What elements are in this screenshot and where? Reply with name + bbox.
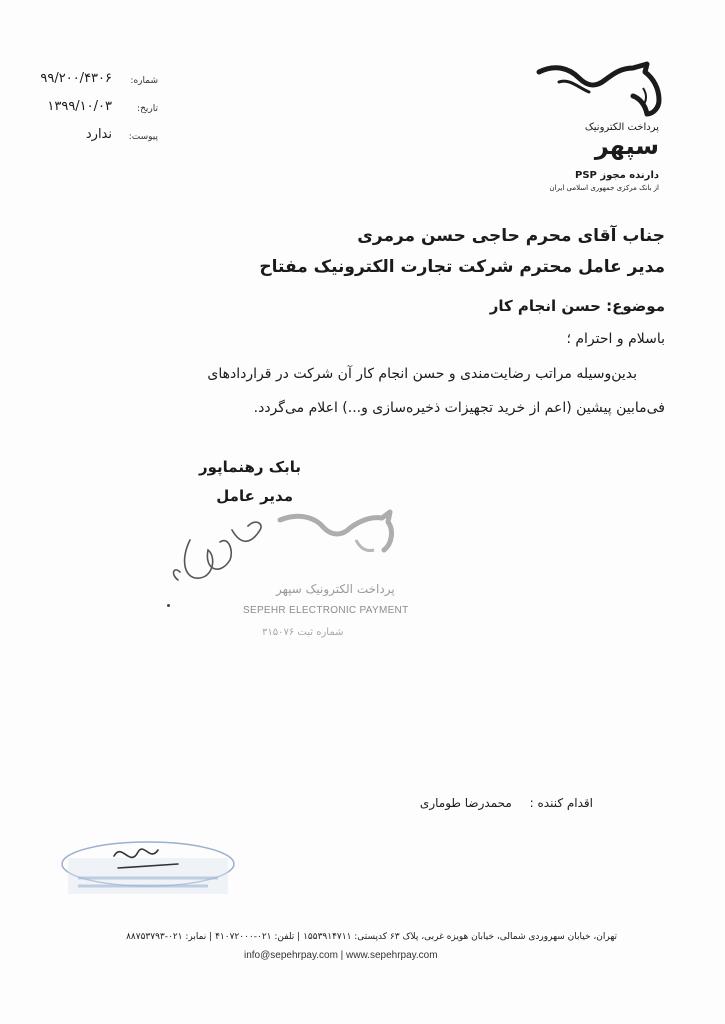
paragraph-line-1: بدین‌وسیله مراتب رضایت‌مندی و حسن انجام کار آن شرکت در قراردادهای: [207, 366, 637, 382]
addressee-position: مدیر عامل محترم شرکت تجارت الکترونیک مفتاح: [259, 257, 665, 277]
signer-title: مدیر عامل: [216, 487, 293, 505]
meta-date-row: [28, 86, 158, 114]
footer-contact: info@sepehrpay.com | www.sepehrpay.com: [244, 950, 438, 961]
meta-number-row: [28, 58, 158, 86]
license-line: دارنده مجوز PSP: [574, 170, 659, 181]
attachment-label: پیوست:: [128, 132, 158, 142]
signer-name: بابک رهنماپور: [199, 458, 301, 476]
meta-attachment-row: [28, 114, 158, 142]
prepared-by-name: محمدرضا طوماری: [419, 796, 512, 810]
company-name: سپهر: [594, 132, 659, 160]
company-subtitle: پرداخت الکترونیک: [584, 122, 659, 133]
letter-meta: [28, 58, 158, 142]
handwritten-signature: [174, 522, 262, 580]
number-value: ۹۹/۲۰۰/۴۳۰۶: [40, 71, 112, 86]
ink-dot: [167, 604, 170, 607]
stamp-persian-text: پرداخت الکترونیک سپهر: [276, 582, 395, 596]
archive-stamp: [58, 828, 238, 908]
subject-line: موضوع: حسن انجام کار: [489, 297, 665, 315]
addressee: جناب آقای محرم حاجی حسن مرمری: [357, 226, 665, 246]
license-issuer: از بانک مرکزی جمهوری اسلامی ایران: [549, 184, 659, 192]
footer-address: تهران، خیابان سهروردی شمالی، خیابان هویزه غربی، پلاک ۶۳ کدپستی: ۱۵۵۳۹۱۴۷۱۱ | تلفن: ۰۲۱-۴۱۰۷۲۰۰۰ | نمابر: ۰۲۱-۸۸۷۵۳۷۹۳: [126, 932, 617, 942]
greeting: باسلام و احترام ؛: [566, 331, 665, 347]
date-value: ۱۳۹۹/۱۰/۰۳: [47, 99, 112, 114]
stamp-english-text: SEPEHR ELECTRONIC PAYMENT: [243, 605, 409, 616]
stamp-logo-icon: [280, 512, 391, 550]
attachment-value: ندارد: [85, 127, 112, 142]
date-label: تاریخ:: [137, 104, 158, 114]
paragraph-line-2: فی‌مابین پیشین (اعم از خرید تجهیزات ذخیره‌سازی و...) اعلام می‌گردد.: [253, 400, 665, 416]
horse-logo-icon: [535, 58, 665, 120]
stamp-registration: شماره ثبت ۳۱۵۰۷۶: [262, 627, 344, 638]
prepared-by-label: اقدام کننده :: [529, 796, 593, 810]
prepared-by: [420, 796, 593, 810]
number-label: شماره:: [130, 76, 158, 86]
company-logo: [515, 58, 665, 198]
